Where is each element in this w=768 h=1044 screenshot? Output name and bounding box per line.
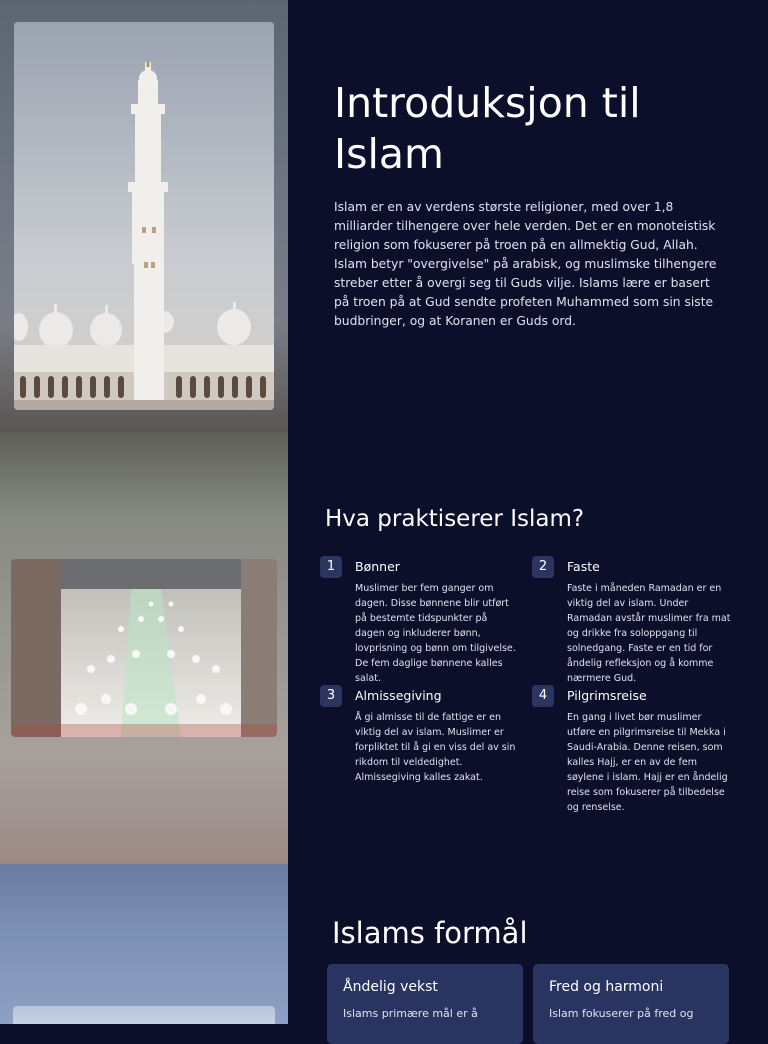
purpose-image-panel: [0, 864, 288, 1024]
practice-number-badge: 3: [320, 685, 342, 707]
card-description: Islam fokuserer på fred og: [549, 1007, 694, 1020]
purpose-card-peace-harmony: [533, 964, 729, 1044]
practice-item-fasting: [532, 556, 732, 684]
card-title: Åndelig vekst: [343, 979, 438, 995]
practice-number-badge: 4: [532, 685, 554, 707]
intro-text-panel: [288, 0, 768, 432]
intro-image-panel: [0, 0, 288, 432]
practices-text-panel: [288, 432, 768, 864]
purpose-card-spiritual-growth: [327, 964, 523, 1044]
practice-item-almsgiving: [320, 685, 520, 785]
card-title: Fred og harmoni: [549, 979, 664, 995]
practice-number-badge: 1: [320, 556, 342, 578]
purpose-section: [0, 864, 768, 1024]
practice-number-badge: 2: [532, 556, 554, 578]
practice-title: Almissegiving: [355, 688, 442, 703]
practice-description: Muslimer ber fem ganger om dagen. Disse bønnene blir utført på bestemte tidspunkter på dagen og inkluderer bønn, lovprisning og bønn om tilgivelse. De fem daglige bønnene kalles salat.: [355, 583, 516, 684]
practices-image-panel: [0, 432, 288, 864]
prayer-hall-photo: [11, 559, 277, 737]
purpose-text-panel: [288, 864, 768, 1024]
practice-description: En gang i livet bør muslimer utføre en pilgrimsreise til Mekka i Saudi-Arabia. Denne reisen, som kalles Hajj, er en av de fem søylene i islam. Hajj er en åndelig reise som fokuserer på tilbedelse og renselse.: [567, 712, 728, 813]
practice-title: Pilgrimsreise: [567, 688, 647, 703]
intro-section: [0, 0, 768, 432]
purpose-title: Islams formål: [332, 916, 528, 950]
intro-title: Introduksjon til Islam: [334, 79, 641, 178]
practices-title: Hva praktiserer Islam?: [325, 506, 585, 532]
practices-section: [0, 432, 768, 864]
practice-item-pilgrimage: [532, 685, 732, 815]
practice-description: Faste i måneden Ramadan er en viktig del av islam. Under Ramadan avstår muslimer fra mat og drikke fra soloppgang til solnedgang. Faste er en tid for åndelig refleksjon og å komme nærmere Gud.: [567, 583, 731, 684]
card-description: Islams primære mål er å: [343, 1007, 478, 1020]
mosque-minaret-photo: [14, 22, 274, 410]
practice-title: Faste: [567, 559, 600, 574]
mosque-interior-photo: [13, 1006, 275, 1024]
intro-paragraph: Islam er en av verdens største religioner, med over 1,8 milliarder tilhengere over hele verden. Det er en monoteistisk religion som fokuserer på troen på en allmektig Gud, Allah. Islam betyr "overgivelse" på arabisk, og muslimske tilhengere streber etter å overgi seg til Guds vilje. Islams lære er basert på troen på at Gud sendte profeten Muhammed som sin siste budbringer, og at Koranen er Guds ord.: [334, 200, 717, 328]
practice-item-prayer: [320, 556, 520, 684]
practice-description: Å gi almisse til de fattige er en viktig del av islam. Muslimer er forpliktet til å gi en viss del av sin rikdom til veldedighet. Almissegiving kalles zakat.: [355, 712, 516, 783]
practice-title: Bønner: [355, 559, 400, 574]
